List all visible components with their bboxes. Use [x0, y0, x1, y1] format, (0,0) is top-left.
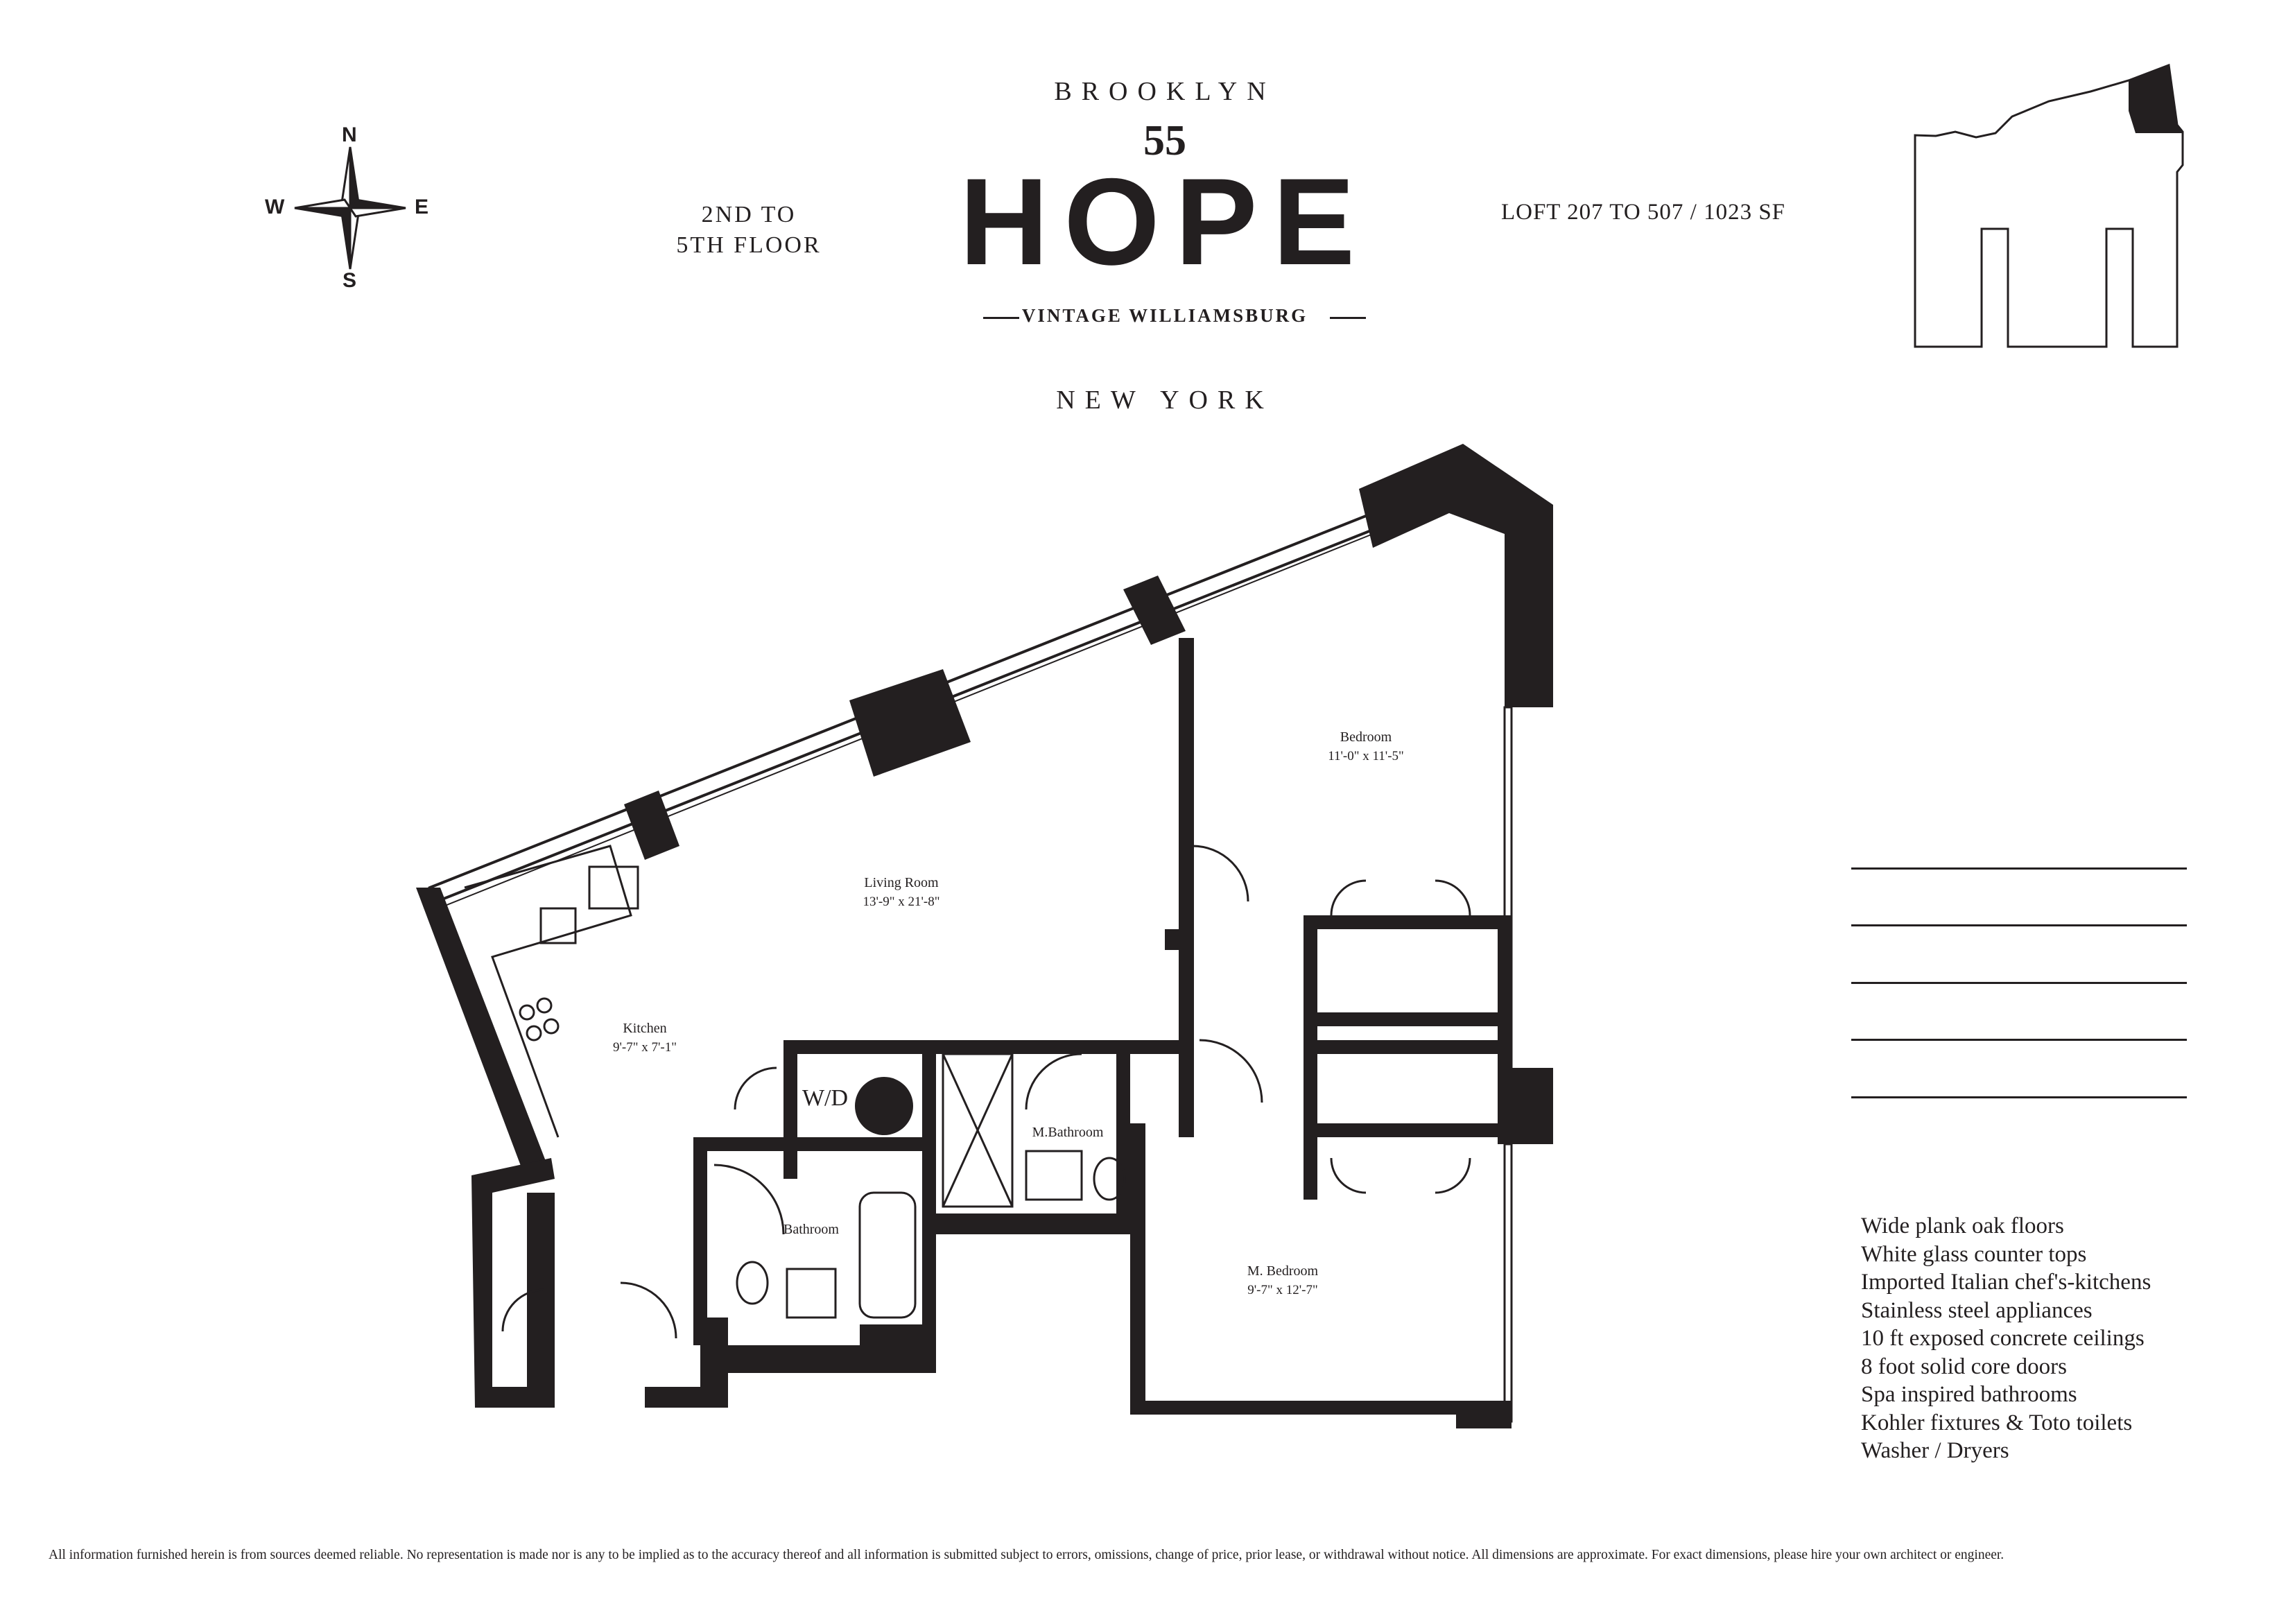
feature-item: Washer / Dryers: [1861, 1438, 2009, 1463]
note-line-5: [1851, 1096, 2187, 1098]
compass-west: W: [265, 196, 285, 218]
feature-item: White glass counter tops: [1861, 1241, 2087, 1267]
room-kitchen: [575, 1019, 714, 1057]
brand-top-arc: BROOKLYN: [1054, 77, 1276, 106]
room-bedroom-dim: 11'-0" x 11'-5": [1328, 749, 1404, 763]
feature-item: 8 foot solid core doors: [1861, 1354, 2067, 1379]
brand-rule-right: [1330, 317, 1366, 319]
feature-item: Spa inspired bathrooms: [1861, 1382, 2077, 1407]
room-bedroom-name: Bedroom: [1340, 729, 1392, 745]
feature-item: Wide plank oak floors: [1861, 1213, 2064, 1238]
key-plan: [1900, 55, 2191, 361]
disclaimer: All information furnished herein is from sources deemed reliable. No representation is made nor is any to be implied as to the accuracy thereof and all information is submitted subject to errors, omissions, change of price, prior lease, or withdrawal without notice. All dimensions are approximate. For exact dimensions, please hire your own architect or engineer.: [49, 1548, 2004, 1562]
features-list: [1861, 1212, 2249, 1465]
floor-plan-drawing: [388, 430, 1609, 1435]
room-kitchen-dim: 9'-7" x 7'-1": [612, 1040, 677, 1055]
room-wd: W/D: [802, 1085, 849, 1111]
floor-line-2: 5TH FLOOR: [676, 232, 822, 258]
room-bath: Bathroom: [783, 1222, 839, 1237]
floor-line-1: 2ND TO: [701, 202, 797, 227]
compass-east: E: [415, 196, 429, 218]
feature-item: Stainless steel appliances: [1861, 1297, 2093, 1323]
note-line-1: [1851, 867, 2187, 870]
compass-south: S: [343, 269, 357, 292]
floor-plan: [388, 430, 1609, 1435]
feature-item: 10 ft exposed concrete ceilings: [1861, 1326, 2145, 1351]
building-key-plan-icon: [1900, 55, 2191, 361]
room-living-name: Living Room: [864, 875, 939, 890]
unit-info: LOFT 207 TO 507 / 1023 SF: [1500, 200, 1786, 225]
note-line-3: [1851, 982, 2187, 984]
room-mbath: M.Bathroom: [1032, 1125, 1104, 1140]
brand-number: 55: [1143, 117, 1186, 164]
room-kitchen-name: Kitchen: [623, 1021, 667, 1036]
brand-subtitle: VINTAGE WILLIAMSBURG: [1021, 305, 1308, 326]
room-living: [818, 874, 985, 911]
note-line-2: [1851, 924, 2187, 926]
compass-north: N: [342, 123, 357, 146]
feature-item: Kohler fixtures & Toto toilets: [1861, 1410, 2133, 1435]
note-line-4: [1851, 1039, 2187, 1041]
compass: [250, 118, 458, 298]
brand-name: HOPE: [959, 153, 1371, 291]
floor-range: [624, 200, 874, 261]
room-mbed-name: M. Bedroom: [1247, 1263, 1319, 1279]
room-bedroom: [1290, 728, 1442, 766]
room-living-dim: 13'-9" x 21'-8": [863, 895, 940, 909]
room-mbed-dim: 9'-7" x 12'-7": [1247, 1283, 1318, 1297]
brand-bottom-arc: NEW YORK: [1056, 386, 1274, 415]
feature-item: Imported Italian chef's-kitchens: [1861, 1270, 2151, 1295]
room-mbed: [1206, 1262, 1359, 1299]
